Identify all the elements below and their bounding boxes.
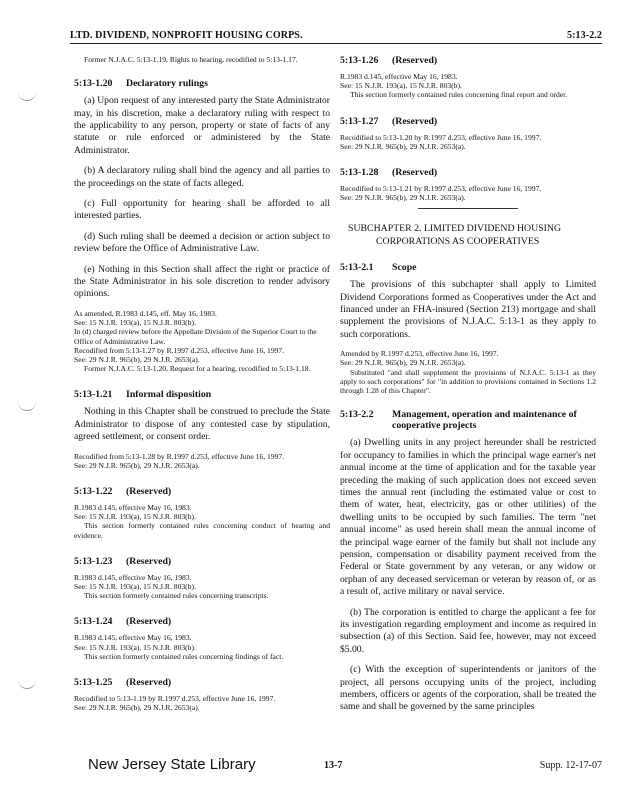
section-heading: 5:13-1.25 (Reserved): [74, 676, 172, 688]
margin-mark: [18, 90, 36, 101]
left-column: [74, 55, 330, 722]
section-heading: 5:13-1.22 (Reserved): [74, 485, 172, 497]
history-note: Amended by R.1997 d.253, effective June 16, 1997. See: 29 N.J.R. 965(b), 29 N.J.R. 2653(a). Substituted "and shall supplement the provisions of N.J.A.C. 5:13-1 as they apply to such corporations" for "in addition to provisions contained in Sections 1.2 through 1.28 of this Chapter".: [340, 349, 596, 396]
header-title: LTD. DIVIDEND, NONPROFIT HOUSING CORPS.: [70, 30, 303, 41]
history-note: R.1983 d.145, effective May 16, 1983. See: 15 N.J.R. 193(a), 15 N.J.R. 803(b). This section formerly contained rules concerning transcripts.: [74, 572, 269, 601]
paragraph: (a) Upon request of any interested party the State Administrator may, in his discretion, make a declaratory ruling with respect to the applicability to any person, property or state of facts of any statute or rule enforced or administered by the State Administrator.: [74, 95, 330, 156]
history-note: Former N.J.A.C. 5:13-1.19, Rights to hearing, recodified to 5:13-1.17.: [84, 55, 298, 64]
paragraph: Nothing in this Chapter shall be construed to preclude the State Administrator to dispose of any contested case by stipulation, agreed settlement, or consent order.: [74, 406, 330, 443]
supplement-date: Supp. 12-17-07: [539, 760, 602, 771]
paragraph: (d) Such ruling shall be deemed a decision or action subject to review before the Office of Administrative Law.: [74, 230, 330, 255]
paragraph: The provisions of this subchapter shall apply to Limited Dividend Corporations formed as Cooperatives under the Act and financed under an FHA-insured (Section 213) mortgage and shall supplement the provisions of N.J.A.C. 5:13-1 as they apply to such corporations.: [340, 279, 596, 340]
section-heading: 5:13-1.23 (Reserved): [74, 555, 172, 567]
section-heading: 5:13-1.21 Informal disposition: [74, 389, 212, 401]
section-heading: 5:13-2.2 Management, operation and maintenance of cooperative projects: [340, 409, 577, 432]
header-section-number: 5:13-2.2: [567, 30, 602, 41]
right-column: [340, 55, 596, 722]
margin-mark: [18, 678, 36, 689]
history-note: R.1983 d.145, effective May 16, 1983. See: 15 N.J.R. 193(a), 15 N.J.R. 803(b). This section formerly contained rules concerning conduct of hearing and evidence.: [74, 502, 330, 540]
running-header: [70, 30, 602, 44]
section-heading: 5:13-2.1 Scope: [340, 262, 417, 274]
history-note: Recodified from 5:13-1.28 by R.1997 d.253, effective June 16, 1997. See: 29 N.J.R. 965(b), 29 N.J.R. 2653(a).: [74, 451, 285, 470]
paragraph: (c) With the exception of superintendents or janitors of the project, all persons occupying units of the project, including members, officers or agents of the corporation, shall be treated the same and shall be governed by the same principles: [340, 664, 596, 713]
paragraph: (c) Full opportunity for hearing shall be afforded to all interested parties.: [74, 198, 330, 222]
section-heading: 5:13-1.28 (Reserved): [340, 167, 438, 179]
section-heading: 5:13-1.24 (Reserved): [74, 616, 172, 628]
paragraph: (b) A declaratory ruling shall bind the agency and all parties to the proceedings on the state of facts alleged.: [74, 165, 330, 189]
section-heading: 5:13-1.26 (Reserved): [340, 55, 438, 66]
history-note: Recodified to 5:13-1.19 by R.1997 d.253, effective June 16, 1997. See: 29 N.J.R. 965(b), 29 N.J.R. 2653(a).: [74, 693, 276, 713]
paragraph: (b) The corporation is entitled to charge the applicant a fee for its investigation regarding employment and income as required in subsection (a) of this Section. Said fee, however, may not exceed $5.00.: [340, 606, 596, 655]
history-note: As amended, R.1983 d.145, eff. May 16, 1983. See: 15 N.J.R. 193(a), 15 N.J.R. 803(b). In (d) charged review before the Appellate Division of the Superior Court to the Office of Administrative Law. Recodified from 5:13-1.27 by R.1997 d.253, effective June 16, 1997. See: 29 N.J.R. 965(b), 29 N.J.R. 2653(a). Former N.J.A.C. 5:13-1.20, Request for a hearing, recodified to 5:13-1.18.: [74, 308, 317, 374]
section-heading: 5:13-1.27 (Reserved): [340, 115, 438, 127]
paragraph: (e) Nothing in this Section shall affect the right or practice of the State Administrator in his sole discretion to render advisory opinions.: [74, 263, 330, 300]
margin-mark: [18, 400, 36, 411]
history-note: R.1983 d.145, effective May 16, 1983. See: 15 N.J.R. 193(a), 15 N.J.R. 803(b). This section formerly contained rules concerning final report and order.: [340, 72, 568, 100]
section-heading: 5:13-1.20 Declaratory rulings: [74, 78, 208, 90]
history-note: R.1983 d.145, effective May 16, 1983. See: 15 N.J.R. 193(a), 15 N.J.R. 803(b). This section formerly contained rules concerning findings of fact.: [74, 633, 284, 661]
subchapter-heading: SUBCHAPTER 2. LIMITED DIVIDEND HOUSING CORPORATIONS AS COOPERATIVES: [348, 223, 562, 247]
divider-rule: [418, 208, 518, 209]
page-number: 13-7: [324, 760, 343, 771]
library-stamp: New Jersey State Library: [88, 756, 256, 773]
history-note: Recodified to 5:13-1.21 by R.1997 d.253, effective June 16, 1997. See: 29 N.J.R. 965(b), 29 N.J.R. 2653(a).: [340, 184, 542, 203]
paragraph: (a) Dwelling units in any project hereunder shall be restricted for occupancy to families in which the principal wage earner's net annual income at the time of application and for the taxable year preceding the making of such application does not exceed seven times the annual rent (including the estimated value or cost to them of water, heat, electricity, gas or other utilities) of the dwelling units to be occupied by such families. The term "net annual income" as used herein shall mean the annual income of the principal wage earner of the family but shall not include any pension, compensation or disability payment received from the Federal or State government by any veteran, or any widow or orphan of any deceased serviceman or veteran by reason of, or as a result of, active military or naval service.: [340, 437, 596, 598]
history-note: Recodified to 5:13-1.20 by R.1997 d.253, effective June 16, 1997. See: 29 N.J.R. 965(b), 29 N.J.R. 2653(a).: [340, 132, 542, 151]
